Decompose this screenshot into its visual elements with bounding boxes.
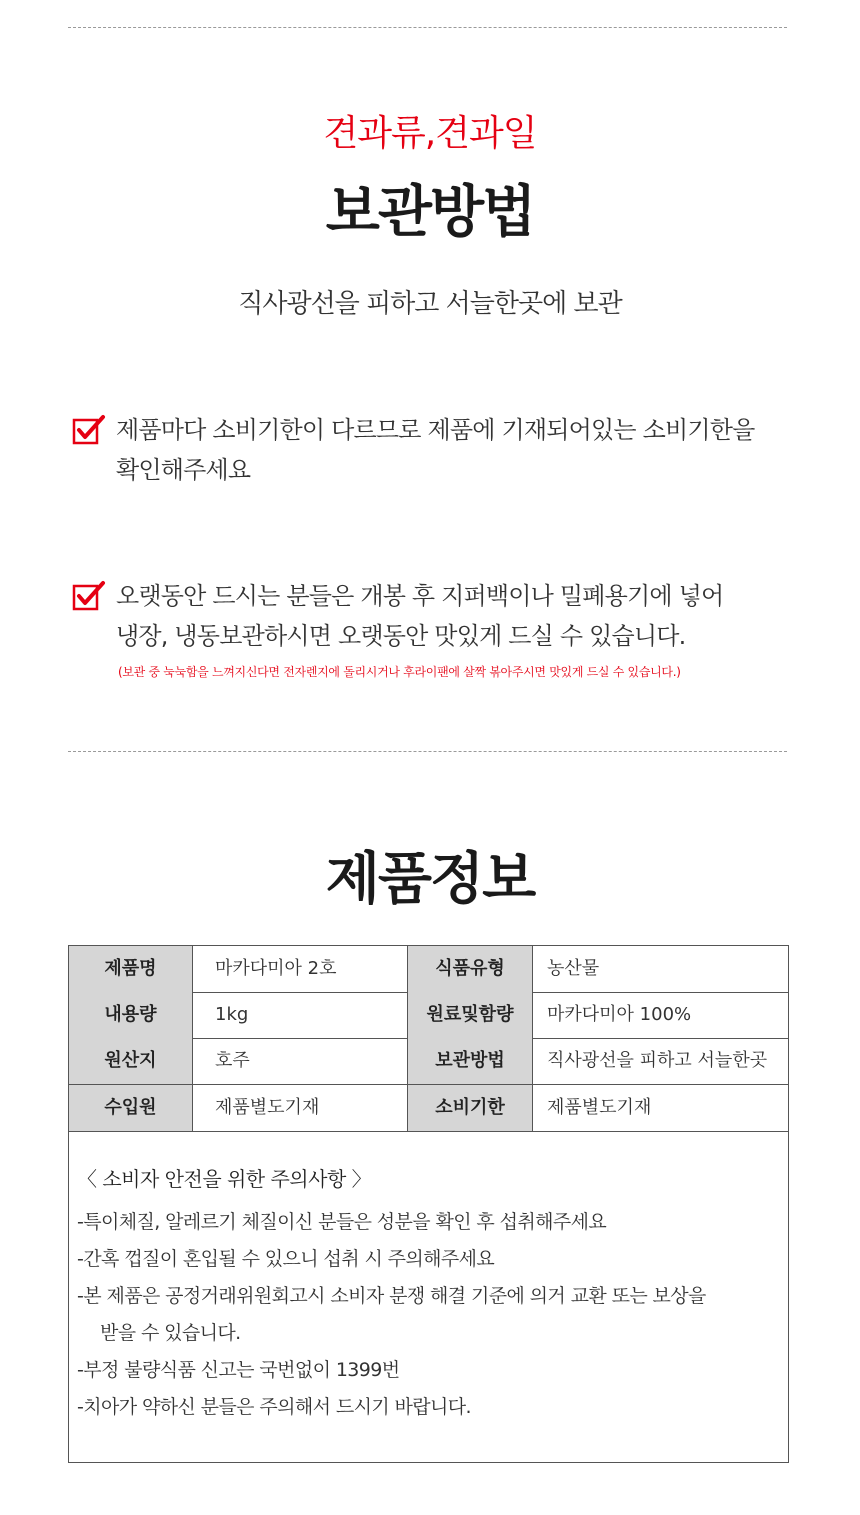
table-row [69, 1038, 788, 1085]
table-row [69, 946, 788, 993]
table-value: 마카다미아 2호 [193, 946, 408, 992]
table-row [69, 992, 788, 1039]
table-value: 호주 [193, 1038, 408, 1084]
divider-top [68, 27, 787, 28]
check-box-icon [72, 580, 106, 612]
caution-item: -부정 불량식품 신고는 국번없이 1399번 [77, 1359, 400, 1381]
caution-item: 받을 수 있습니다. [100, 1322, 241, 1344]
table-value: 제품별도기재 [547, 1097, 652, 1118]
table-value: 1kg [193, 992, 408, 1038]
notice-line: 확인해주세요 [116, 456, 251, 484]
table-label: 식품유형 [408, 946, 533, 992]
consumer-caution [77, 1161, 777, 1426]
caution-heading: 〈 소비자 안전을 위한 주의사항 〉 [77, 1167, 372, 1191]
product-info-title: 제품정보 [325, 847, 535, 912]
table-label: 소비기한 [408, 1085, 533, 1131]
divider-middle [68, 751, 787, 752]
storage-description: 직사광선을 피하고 서늘한곳에 보관 [238, 289, 622, 319]
product-info-table [68, 945, 789, 1463]
table-label: 수입원 [69, 1085, 193, 1131]
table-label: 내용량 [69, 992, 193, 1038]
notice-line: 냉장, 냉동보관하시면 오랫동안 맛있게 드실 수 있습니다. [116, 622, 686, 650]
storage-subtitle: 견과류,견과일 [323, 113, 537, 154]
notice-line: 오랫동안 드시는 분들은 개봉 후 지퍼백이나 밀폐용기에 넣어 [116, 582, 724, 610]
notice-line: 제품마다 소비기한이 다르므로 제품에 기재되어있는 소비기한을 [116, 416, 755, 444]
caution-item: -치아가 약하신 분들은 주의해서 드시기 바랍니다. [77, 1396, 471, 1418]
storage-title: 보관방법 [325, 180, 535, 245]
table-label: 원료및함량 [408, 992, 533, 1038]
caution-item: -본 제품은 공정거래위원회고시 소비자 분쟁 해결 기준에 의거 교환 또는 보상을 [77, 1285, 706, 1307]
caution-item: -특이체질, 알레르기 체질이신 분들은 성분을 확인 후 섭취해주세요 [77, 1211, 607, 1233]
notice-note: (보관 중 눅눅함을 느껴지신다면 전자렌지에 돌리시거나 후라이팬에 살짝 볶아주시면 맛있게 드실 수 있습니다.) [118, 665, 681, 679]
table-value: 제품별도기재 [193, 1085, 408, 1131]
check-box-icon [72, 414, 106, 446]
table-value: 마카다미아 100% [547, 1004, 692, 1025]
table-value: 직사광선을 피하고 서늘한곳 [547, 1050, 768, 1071]
table-label: 제품명 [69, 946, 193, 992]
caution-item: -간혹 껍질이 혼입될 수 있으니 섭취 시 주의해주세요 [77, 1248, 495, 1270]
table-value: 농산물 [547, 958, 600, 979]
table-label: 원산지 [69, 1038, 193, 1084]
table-row [69, 1085, 788, 1132]
table-label: 보관방법 [408, 1038, 533, 1084]
